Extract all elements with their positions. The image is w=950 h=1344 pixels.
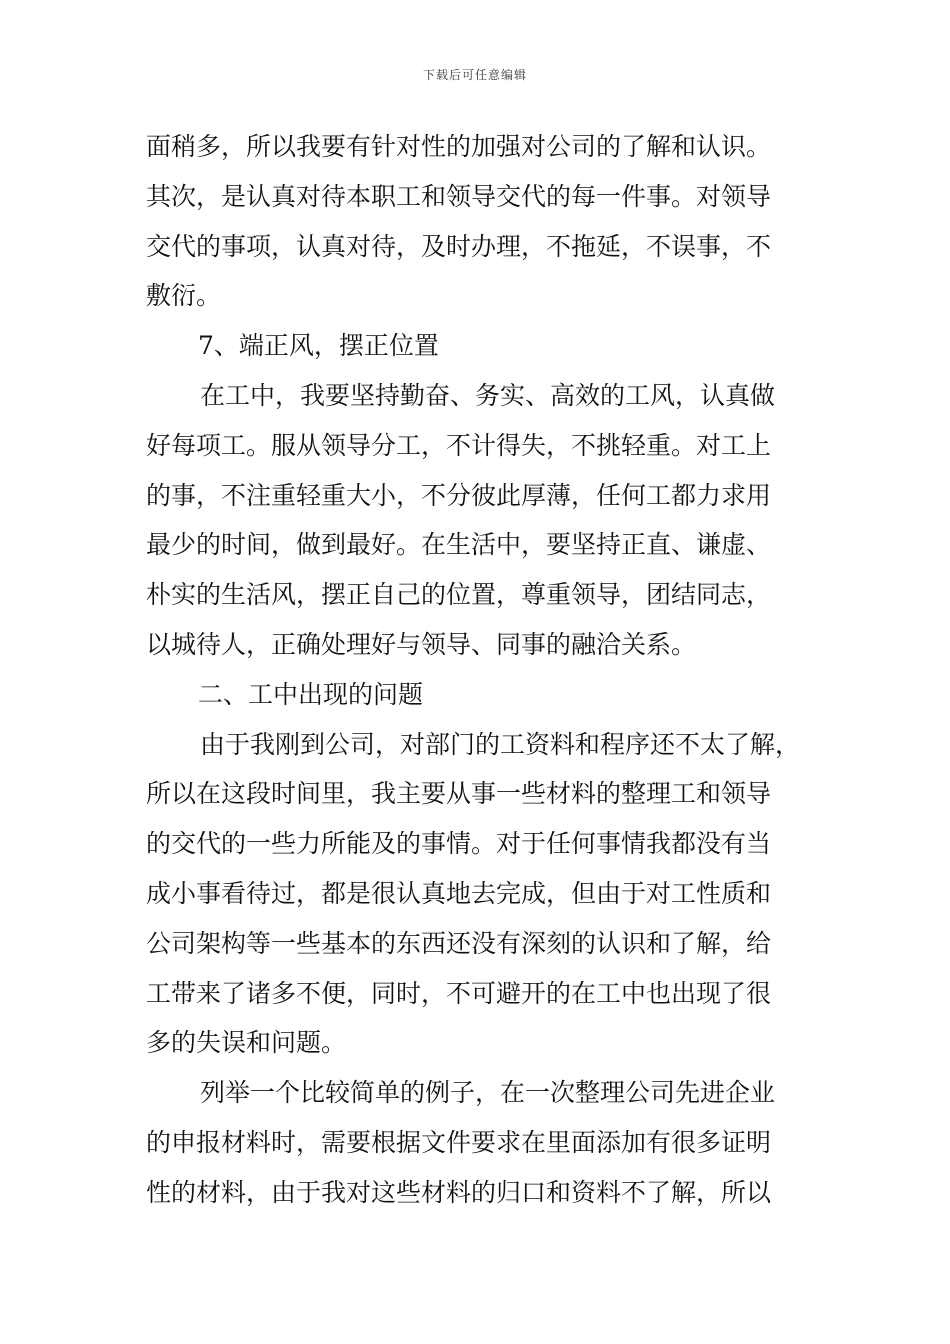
paragraph-start: 列举一个比较简单的例子，在一次整理公司先进企业 (200, 1078, 776, 1108)
text-line: 成小事看待过，都是很认真地去完成，但由于对工性质和 (146, 878, 772, 908)
text-line: 好每项工。服从领导分工，不计得失，不挑轻重。对工上 (146, 430, 772, 460)
text-line: 其次，是认真对待本职工和领导交代的每一件事。对领导 (146, 181, 772, 211)
text-line: 性的材料，由于我对这些材料的归口和资料不了解，所以 (146, 1177, 772, 1207)
text-line: 朴实的生活风，摆正自己的位置，尊重领导，团结同志， (146, 580, 772, 610)
text-line: 所以在这段时间里，我主要从事一些材料的整理工和领导 (146, 779, 772, 809)
text-line: 面稍多，所以我要有针对性的加强对公司的了解和认识。 (146, 132, 772, 161)
page-header: 下载后可任意编辑 (422, 68, 527, 82)
text-line: 敷衍。 (146, 281, 222, 311)
paragraph-start: 由于我刚到公司，对部门的工资料和程序还不太了解， (200, 729, 801, 759)
text-line: 的交代的一些力所能及的事情。对于任何事情我都没有当 (146, 829, 772, 859)
text-line: 交代的事项，认真对待，及时办理，不拖延，不误事，不 (146, 231, 772, 261)
section-heading: 二、工中出现的问题 (198, 679, 424, 709)
text-line: 以城待人，正确处理好与领导、同事的融洽关系。 (146, 629, 697, 659)
text-line: 最少的时间，做到最好。在生活中，要坚持正直、谦虚、 (146, 530, 772, 560)
text-line: 的事，不注重轻重大小，不分彼此厚薄，任何工都力求用 (146, 480, 772, 510)
document-body (146, 122, 826, 1218)
text-line: 工带来了诸多不便，同时，不可避开的在工中也出现了很 (146, 978, 772, 1008)
paragraph-start: 在工中，我要坚持勤奋、务实、高效的工风，认真做 (200, 380, 776, 410)
section-heading: 7、端正风，摆正位置 (198, 331, 439, 361)
text-line: 公司架构等一些基本的东西还没有深刻的认识和了解，给 (146, 928, 772, 958)
text-line: 多的失误和问题。 (146, 1028, 347, 1058)
text-line: 的申报材料时，需要根据文件要求在里面添加有很多证明 (146, 1127, 772, 1157)
